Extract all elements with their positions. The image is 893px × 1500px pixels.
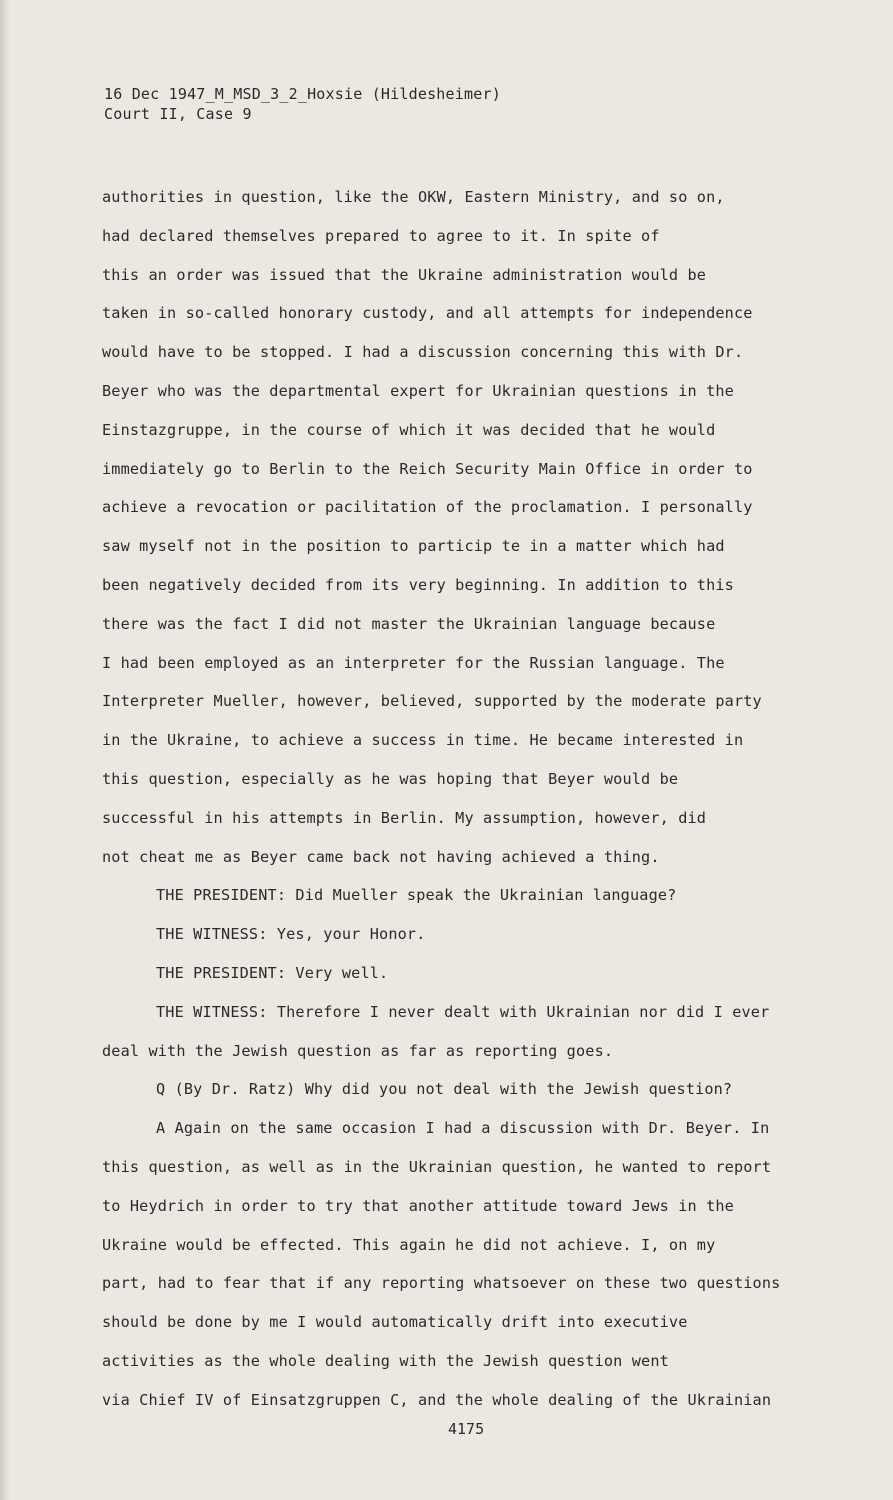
text-line: Einstazgruppe, in the course of which it was decided that he would bbox=[102, 420, 716, 439]
header-date-reference: 16 Dec 1947_M_MSD_3_2_Hoxsie (Hildesheimer) bbox=[104, 85, 501, 103]
text-line: in the Ukraine, to achieve a success in time. He became interested in bbox=[102, 731, 744, 750]
text-line: authorities in question, like the OKW, Eastern Ministry, and so on, bbox=[102, 188, 725, 206]
text-line: immediately go to Berlin to the Reich Security Main Office in order to bbox=[102, 459, 753, 478]
text-line: part, had to fear that if any reporting whatsoever on these two questions bbox=[102, 1274, 781, 1293]
question-line: Q (By Dr. Ratz) Why did you not deal with the Jewish question? bbox=[156, 1080, 733, 1099]
text-line: Beyer who was the departmental expert for Ukrainian questions in the bbox=[102, 381, 734, 400]
text-line: would have to be stopped. I had a discussion concerning this with Dr. bbox=[102, 343, 744, 362]
text-line: I had been employed as an interpreter for the Russian language. The bbox=[102, 653, 725, 672]
text-line: had declared themselves prepared to agree to it. In spite of bbox=[102, 226, 660, 245]
text-line: there was the fact I did not master the Ukrainian language because bbox=[102, 614, 716, 633]
text-line: Interpreter Mueller, however, believed, supported by the moderate party bbox=[102, 692, 762, 711]
text-line: been negatively decided from its very beginning. In addition to this bbox=[102, 575, 734, 594]
speaker-line-president: THE PRESIDENT: Did Mueller speak the Ukrainian language? bbox=[156, 886, 677, 905]
text-line: saw myself not in the position to particip te in a matter which had bbox=[102, 537, 725, 556]
speaker-line-witness: THE WITNESS: Yes, your Honor. bbox=[156, 925, 426, 944]
text-line: via Chief IV of Einsatzgruppen C, and the whole dealing of the Ukrainian bbox=[102, 1390, 772, 1409]
text-line: this question, as well as in the Ukrainian question, he wanted to report bbox=[102, 1157, 772, 1176]
text-line: successful in his attempts in Berlin. My assumption, however, did bbox=[102, 808, 707, 827]
speaker-line-president: THE PRESIDENT: Very well. bbox=[156, 963, 389, 982]
text-line: Ukraine would be effected. This again he did not achieve. I, on my bbox=[102, 1235, 716, 1254]
text-line: activities as the whole dealing with the Jewish question went bbox=[102, 1351, 669, 1370]
header-court-case: Court II, Case 9 bbox=[104, 105, 252, 123]
document-header bbox=[104, 84, 501, 124]
text-line: this question, especially as he was hoping that Beyer would be bbox=[102, 769, 679, 788]
text-line: deal with the Jewish question as far as reporting goes. bbox=[102, 1041, 614, 1060]
page-number: 4175 bbox=[448, 1420, 485, 1438]
text-line: this an order was issued that the Ukraine administration would be bbox=[102, 265, 707, 284]
answer-line: A Again on the same occasion I had a discussion with Dr. Beyer. In bbox=[156, 1119, 770, 1138]
transcript-body bbox=[102, 178, 822, 1420]
text-line: achieve a revocation or pacilitation of the proclamation. I personally bbox=[102, 498, 753, 517]
text-line: not cheat me as Beyer came back not having achieved a thing. bbox=[102, 847, 660, 866]
text-line: taken in so-called honorary custody, and all attempts for independence bbox=[102, 304, 753, 323]
text-line: to Heydrich in order to try that another attitude toward Jews in the bbox=[102, 1196, 734, 1215]
speaker-line-witness: THE WITNESS: Therefore I never dealt with Ukrainian nor did I ever bbox=[156, 1002, 770, 1021]
text-line: should be done by me I would automatically drift into executive bbox=[102, 1313, 688, 1332]
page-edge-shadow bbox=[0, 0, 10, 1500]
